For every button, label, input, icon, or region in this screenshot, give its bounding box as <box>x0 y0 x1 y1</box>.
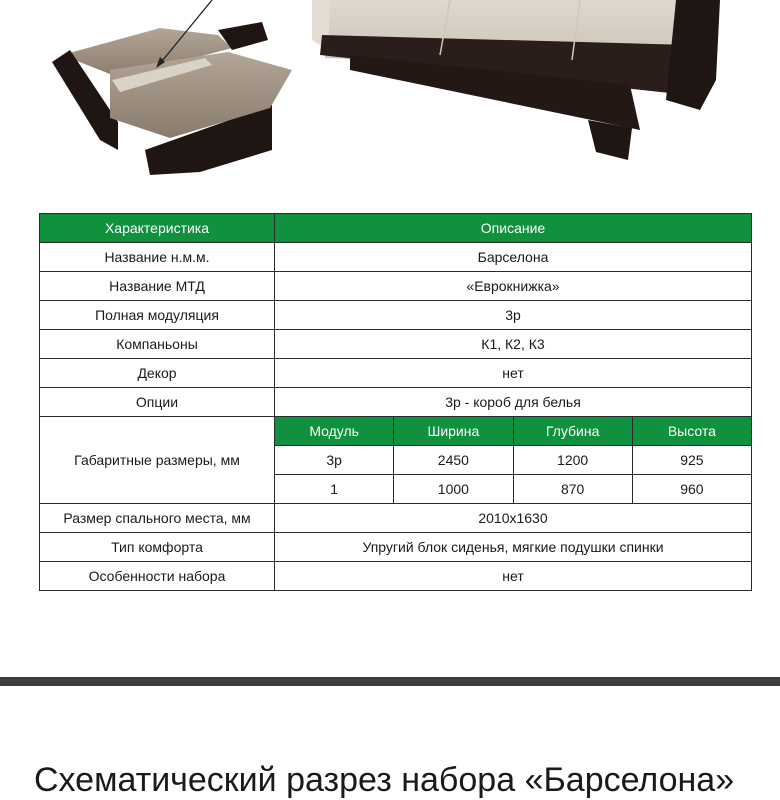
header-characteristic: Характеристика <box>40 214 275 243</box>
dim-cell: 925 <box>632 446 751 475</box>
dimensions-label: Габаритные размеры, мм <box>40 417 275 504</box>
dim-col-depth: Глубина <box>513 417 632 446</box>
dim-cell: 1000 <box>394 475 513 504</box>
row-value: Барселона <box>275 243 752 272</box>
row-label: Опции <box>40 388 275 417</box>
dim-cell: 3р <box>275 446 394 475</box>
section-divider <box>0 677 780 686</box>
spec-table <box>39 213 752 591</box>
table-row <box>40 359 752 388</box>
row-value: 2010х1630 <box>275 504 752 533</box>
row-value: 3р <box>275 301 752 330</box>
row-value: 3р - короб для белья <box>275 388 752 417</box>
dim-cell: 870 <box>513 475 632 504</box>
row-label: Название МТД <box>40 272 275 301</box>
row-value: Упругий блок сиденья, мягкие подушки спинки <box>275 533 752 562</box>
folded-sofa-photo <box>312 0 720 160</box>
dim-col-module: Модуль <box>275 417 394 446</box>
header-description: Описание <box>275 214 752 243</box>
table-row <box>40 301 752 330</box>
dimensions-header-row <box>40 417 752 446</box>
dim-cell: 960 <box>632 475 751 504</box>
dim-col-width: Ширина <box>394 417 513 446</box>
product-photos <box>0 0 780 200</box>
table-row <box>40 388 752 417</box>
row-value: нет <box>275 562 752 591</box>
row-value: К1, К2, К3 <box>275 330 752 359</box>
row-label: Название н.м.м. <box>40 243 275 272</box>
table-row <box>40 504 752 533</box>
table-header-row <box>40 214 752 243</box>
row-value: нет <box>275 359 752 388</box>
dim-col-height: Высота <box>632 417 751 446</box>
row-value: «Еврокнижка» <box>275 272 752 301</box>
dim-cell: 1 <box>275 475 394 504</box>
sofa-illustration <box>0 0 780 200</box>
row-label: Тип комфорта <box>40 533 275 562</box>
row-label: Компаньоны <box>40 330 275 359</box>
table-row <box>40 272 752 301</box>
table-row <box>40 243 752 272</box>
dim-cell: 1200 <box>513 446 632 475</box>
table-row <box>40 562 752 591</box>
table-row <box>40 330 752 359</box>
dim-cell: 2450 <box>394 446 513 475</box>
table-row <box>40 533 752 562</box>
section-title: Схематический разрез набора «Барселона» <box>34 761 735 799</box>
row-label: Особенности набора <box>40 562 275 591</box>
row-label: Размер спального места, мм <box>40 504 275 533</box>
row-label: Полная модуляция <box>40 301 275 330</box>
row-label: Декор <box>40 359 275 388</box>
unfolded-sofa-photo <box>52 0 292 175</box>
